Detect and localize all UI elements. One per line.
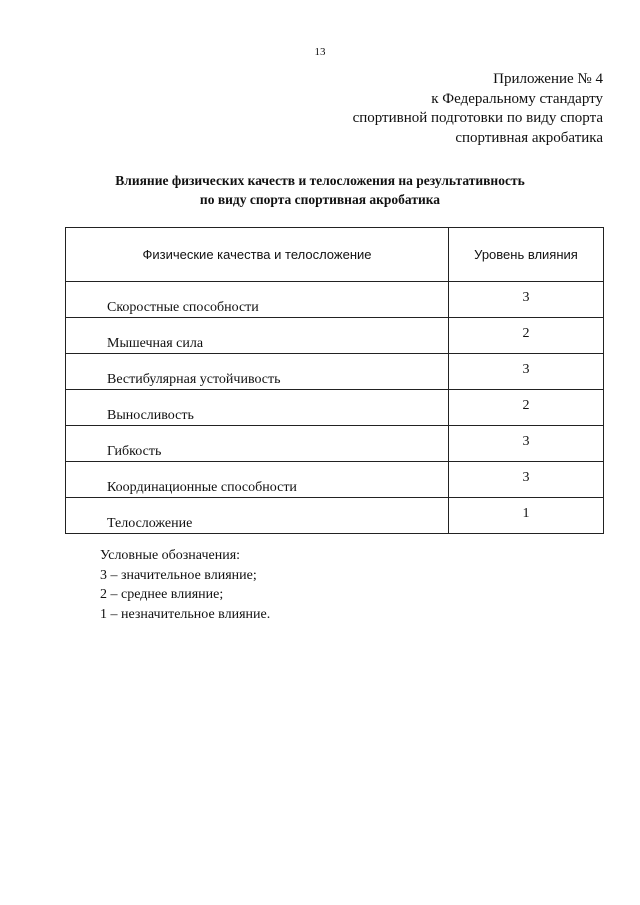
table-row [66, 426, 604, 462]
quality-name: Координационные способности [107, 480, 297, 495]
appendix-line: спортивная акробатика [455, 129, 603, 146]
quality-name: Скоростные способности [107, 300, 259, 315]
appendix-line: спортивной подготовки по виду спорта [352, 110, 603, 126]
legend-item: 1 – незначительное влияние. [100, 606, 271, 622]
level-value: 3 [522, 362, 530, 377]
column-header-quality: Физические качества и телосложение [66, 228, 449, 282]
legend [100, 546, 270, 624]
page-number: 13 [314, 46, 326, 58]
quality-cell [66, 354, 449, 390]
level-cell [449, 282, 604, 318]
legend-heading: Условные обозначения: [100, 548, 241, 563]
quality-cell [66, 390, 449, 426]
column-header-level: Уровень влияния [449, 228, 604, 282]
level-cell [449, 498, 604, 534]
level-cell [449, 426, 604, 462]
table-row [66, 282, 604, 318]
level-cell [449, 354, 604, 390]
influence-table [65, 227, 604, 534]
table-row [66, 318, 604, 354]
document-title [0, 171, 640, 209]
appendix-line: Приложение № 4 [493, 71, 603, 87]
quality-cell [66, 498, 449, 534]
level-value: 1 [522, 506, 530, 521]
quality-name: Выносливость [107, 408, 194, 423]
quality-cell [66, 282, 449, 318]
table-row [66, 390, 604, 426]
table-row [66, 354, 604, 390]
level-value: 3 [522, 290, 530, 305]
appendix-header [353, 70, 603, 148]
level-value: 2 [522, 326, 530, 341]
level-cell [449, 390, 604, 426]
level-cell [449, 318, 604, 354]
title-line: Влияние физических качеств и телосложения на результативность [115, 173, 525, 188]
quality-name: Телосложение [107, 516, 193, 531]
level-cell [449, 462, 604, 498]
table-row [66, 462, 604, 498]
quality-cell [66, 318, 449, 354]
quality-name: Мышечная сила [107, 336, 204, 351]
table-header-row [66, 228, 604, 282]
level-value: 3 [522, 470, 530, 485]
level-value: 2 [522, 398, 530, 413]
legend-item: 2 – среднее влияние; [100, 587, 224, 602]
quality-cell [66, 462, 449, 498]
level-value: 3 [522, 434, 530, 449]
legend-item: 3 – значительное влияние; [100, 567, 257, 583]
appendix-line: к Федеральному стандарту [431, 90, 603, 107]
title-line: по виду спорта спортивная акробатика [199, 192, 441, 207]
table-row [66, 498, 604, 534]
quality-cell [66, 426, 449, 462]
quality-name: Вестибулярная устойчивость [107, 372, 281, 387]
quality-name: Гибкость [107, 444, 162, 459]
